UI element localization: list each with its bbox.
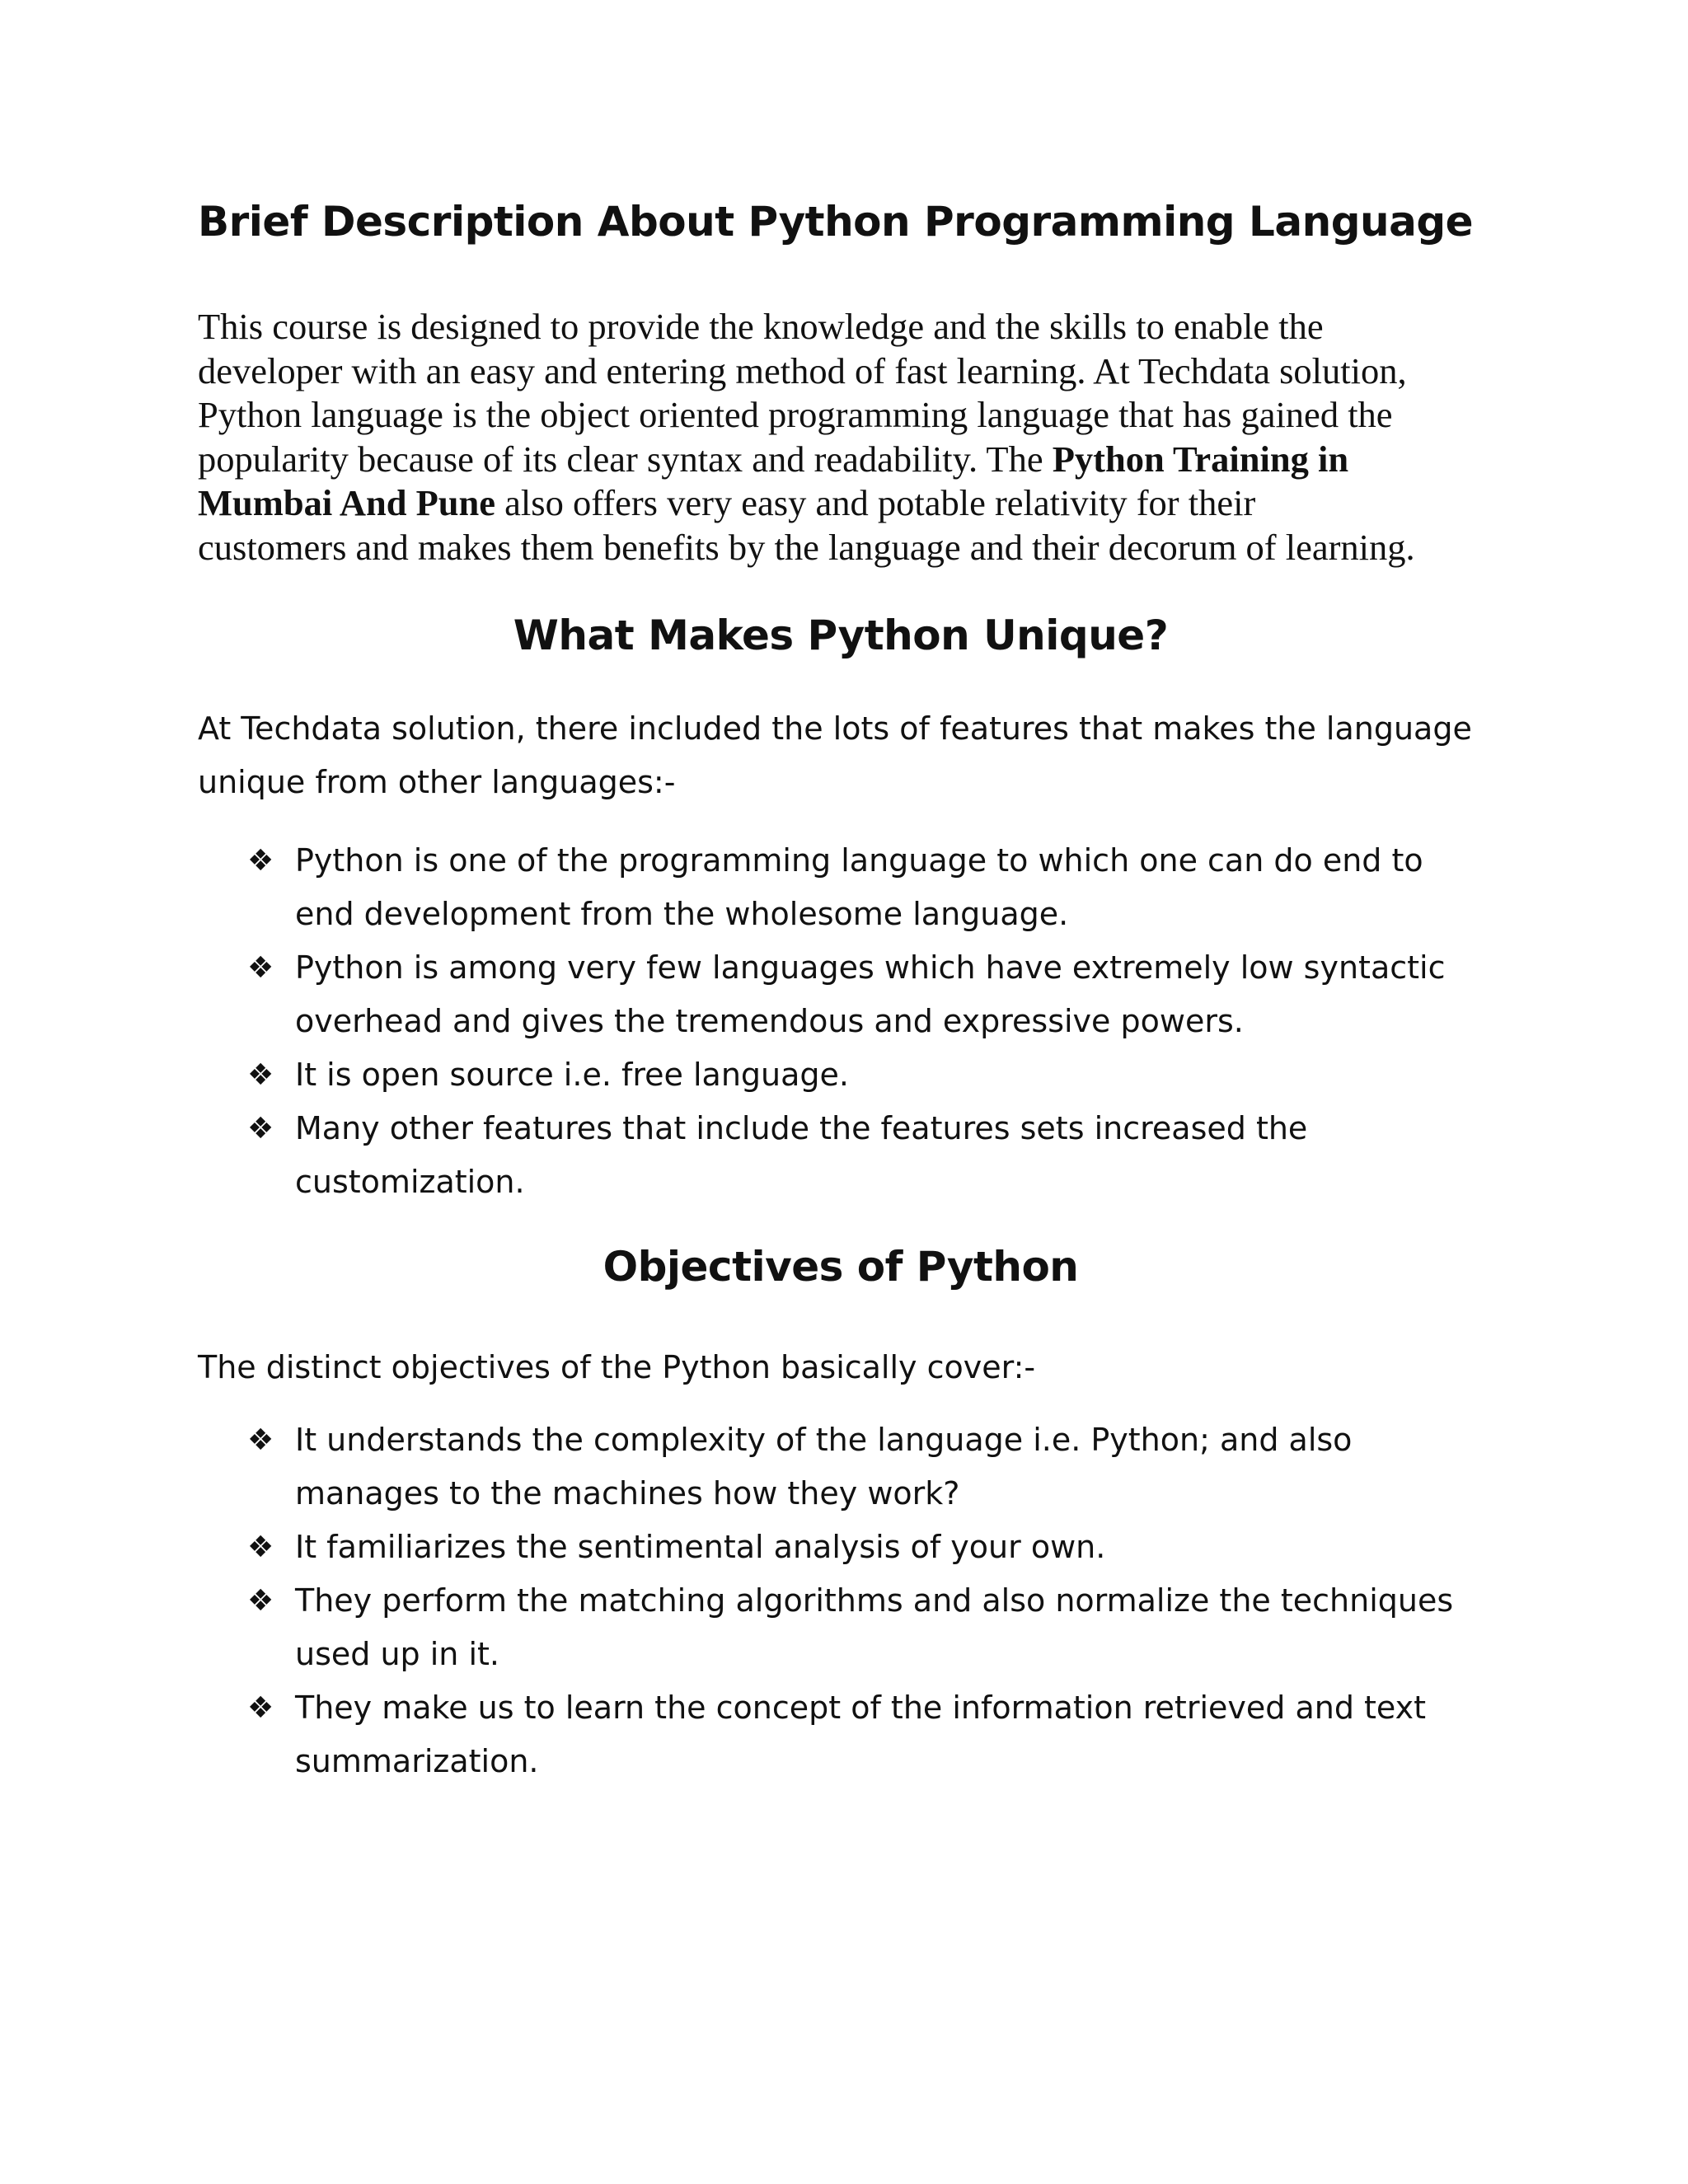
list-item xyxy=(247,1102,1533,1209)
section-heading-objectives: Objectives of Python xyxy=(603,1243,1079,1291)
intro-line: Python language is the object oriented programming language that has gained the xyxy=(198,394,1393,435)
intro-line: developer with an easy and entering method of fast learning. At Techdata solution, xyxy=(198,349,1407,391)
list-item xyxy=(247,941,1533,1048)
intro-text: popularity because of its clear syntax and readability. The xyxy=(198,438,1053,480)
list-item xyxy=(247,1048,1533,1102)
paragraph-line: At Techdata solution, there included the lots of features that makes the language xyxy=(198,710,1472,747)
objectives-intro-paragraph xyxy=(198,1341,1533,1394)
list-item xyxy=(247,834,1533,941)
list-item-text: customization. xyxy=(295,1164,525,1200)
diamond-bullet-icon: ❖ xyxy=(247,1530,274,1564)
paragraph-line: unique from other languages:- xyxy=(198,764,676,800)
objectives-list xyxy=(247,1413,1533,1788)
list-item-text: Python is among very few languages which have extremely low syntactic xyxy=(295,949,1446,986)
intro-bold-link-text: Python Training in xyxy=(1052,438,1349,480)
diamond-bullet-icon: ❖ xyxy=(247,1691,274,1725)
intro-line: customers and makes them benefits by the language and their decorum of learning. xyxy=(198,526,1415,568)
diamond-bullet-icon: ❖ xyxy=(247,844,274,878)
list-item-text: summarization. xyxy=(295,1743,539,1779)
list-item-text: They make us to learn the concept of the information retrieved and text xyxy=(295,1690,1427,1726)
section-heading-unique: What Makes Python Unique? xyxy=(513,612,1169,659)
list-item xyxy=(247,1521,1533,1574)
intro-line: This course is designed to provide the knowledge and the skills to enable the xyxy=(198,306,1324,347)
diamond-bullet-icon: ❖ xyxy=(247,1584,274,1618)
list-item-text: overhead and gives the tremendous and expressive powers. xyxy=(295,1003,1244,1039)
list-item xyxy=(247,1413,1533,1521)
intro-bold-link-text: Mumbai And Pune xyxy=(198,482,496,523)
diamond-bullet-icon: ❖ xyxy=(247,1423,274,1457)
list-item xyxy=(247,1681,1533,1788)
intro-text: also offers very easy and potable relativity for their xyxy=(504,482,1256,523)
intro-paragraph xyxy=(198,305,1517,569)
paragraph-line: The distinct objectives of the Python basically cover:- xyxy=(198,1349,1036,1385)
unique-features-list xyxy=(247,834,1533,1209)
list-item-text: Python is one of the programming language to which one can do end to xyxy=(295,842,1423,879)
list-item-text: They perform the matching algorithms and also normalize the techniques xyxy=(295,1582,1454,1619)
diamond-bullet-icon: ❖ xyxy=(247,1058,274,1092)
list-item-text: manages to the machines how they work? xyxy=(295,1475,960,1511)
list-item-text: used up in it. xyxy=(295,1636,500,1672)
intro-line xyxy=(198,438,1517,482)
list-item-text: It is open source i.e. free language. xyxy=(295,1057,849,1093)
list-item-text: end development from the wholesome language. xyxy=(295,896,1069,932)
list-item-text: It understands the complexity of the language i.e. Python; and also xyxy=(295,1422,1353,1458)
list-item-text: It familiarizes the sentimental analysis of your own. xyxy=(295,1529,1106,1565)
unique-intro-paragraph xyxy=(198,702,1533,809)
page-title: Brief Description About Python Programming Language xyxy=(198,198,1474,246)
diamond-bullet-icon: ❖ xyxy=(247,1112,274,1146)
intro-line xyxy=(198,481,1517,526)
list-item-text: Many other features that include the features sets increased the xyxy=(295,1110,1308,1146)
list-item xyxy=(247,1574,1533,1681)
diamond-bullet-icon: ❖ xyxy=(247,951,274,985)
